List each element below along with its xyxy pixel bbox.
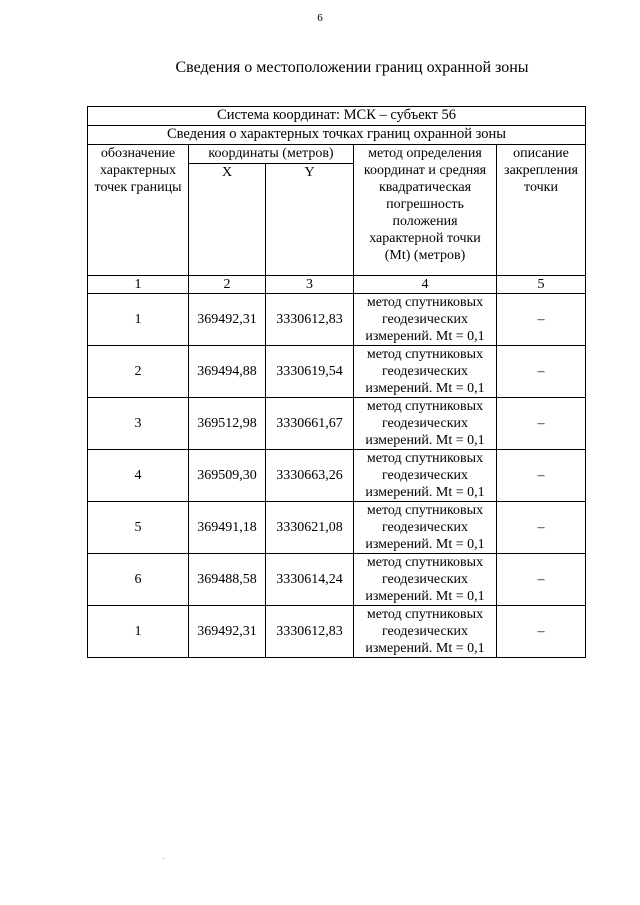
coordinate-system-row (88, 107, 586, 126)
scan-speck (163, 858, 164, 859)
description-cell: – (497, 398, 586, 450)
page-number: 6 (317, 12, 323, 24)
point-cell: 5 (88, 502, 189, 554)
y-cell: 3330619,54 (266, 346, 354, 398)
x-cell: 369492,31 (189, 294, 266, 346)
table-row (88, 606, 586, 658)
y-cell: 3330612,83 (266, 294, 354, 346)
method-cell: метод спутниковых геодезических измерений. Mt = 0,1 (354, 398, 497, 450)
point-cell: 1 (88, 294, 189, 346)
y-cell: 3330614,24 (266, 554, 354, 606)
x-cell: 369488,58 (189, 554, 266, 606)
coordinate-system-cell: Система координат: МСК – субъект 56 (88, 107, 586, 126)
description-cell: – (497, 554, 586, 606)
method-cell: метод спутниковых геодезических измерений. Mt = 0,1 (354, 346, 497, 398)
point-cell: 4 (88, 450, 189, 502)
method-cell: метод спутниковых геодезических измерений. Mt = 0,1 (354, 502, 497, 554)
x-cell: 369491,18 (189, 502, 266, 554)
column-number: 1 (88, 276, 189, 294)
method-cell: метод спутниковых геодезических измерений. Mt = 0,1 (354, 294, 497, 346)
description-cell: – (497, 346, 586, 398)
x-cell: 369492,31 (189, 606, 266, 658)
description-cell: – (497, 502, 586, 554)
section-title-cell: Сведения о характерных точках границ охранной зоны (88, 126, 586, 145)
header-method: метод определения координат и средняя квадратическая погрешность положения характерной точки (Mt) (метров) (354, 145, 497, 276)
table-row (88, 398, 586, 450)
y-cell: 3330612,83 (266, 606, 354, 658)
point-cell: 2 (88, 346, 189, 398)
header-row (88, 145, 586, 164)
column-number-row (88, 276, 586, 294)
point-cell: 3 (88, 398, 189, 450)
header-y: Y (266, 164, 354, 276)
table-row (88, 502, 586, 554)
x-cell: 369512,98 (189, 398, 266, 450)
table-row (88, 346, 586, 398)
column-number: 5 (497, 276, 586, 294)
header-point: обозначение характерных точек границы (88, 145, 189, 276)
point-cell: 6 (88, 554, 189, 606)
table-row (88, 554, 586, 606)
point-cell: 1 (88, 606, 189, 658)
column-number: 4 (354, 276, 497, 294)
y-cell: 3330663,26 (266, 450, 354, 502)
header-x: X (189, 164, 266, 276)
description-cell: – (497, 450, 586, 502)
header-coords: координаты (метров) (189, 145, 354, 164)
document-title: Сведения о местоположении границ охранной зоны (175, 59, 529, 76)
description-cell: – (497, 294, 586, 346)
y-cell: 3330661,67 (266, 398, 354, 450)
y-cell: 3330621,08 (266, 502, 354, 554)
method-cell: метод спутниковых геодезических измерений. Mt = 0,1 (354, 554, 497, 606)
method-cell: метод спутниковых геодезических измерений. Mt = 0,1 (354, 450, 497, 502)
x-cell: 369509,30 (189, 450, 266, 502)
section-title-row (88, 126, 586, 145)
method-cell: метод спутниковых геодезических измерений. Mt = 0,1 (354, 606, 497, 658)
coordinates-table (87, 106, 586, 658)
description-cell: – (497, 606, 586, 658)
x-cell: 369494,88 (189, 346, 266, 398)
table-row (88, 294, 586, 346)
table-row (88, 450, 586, 502)
column-number: 2 (189, 276, 266, 294)
header-description: описание закрепления точки (497, 145, 586, 276)
column-number: 3 (266, 276, 354, 294)
